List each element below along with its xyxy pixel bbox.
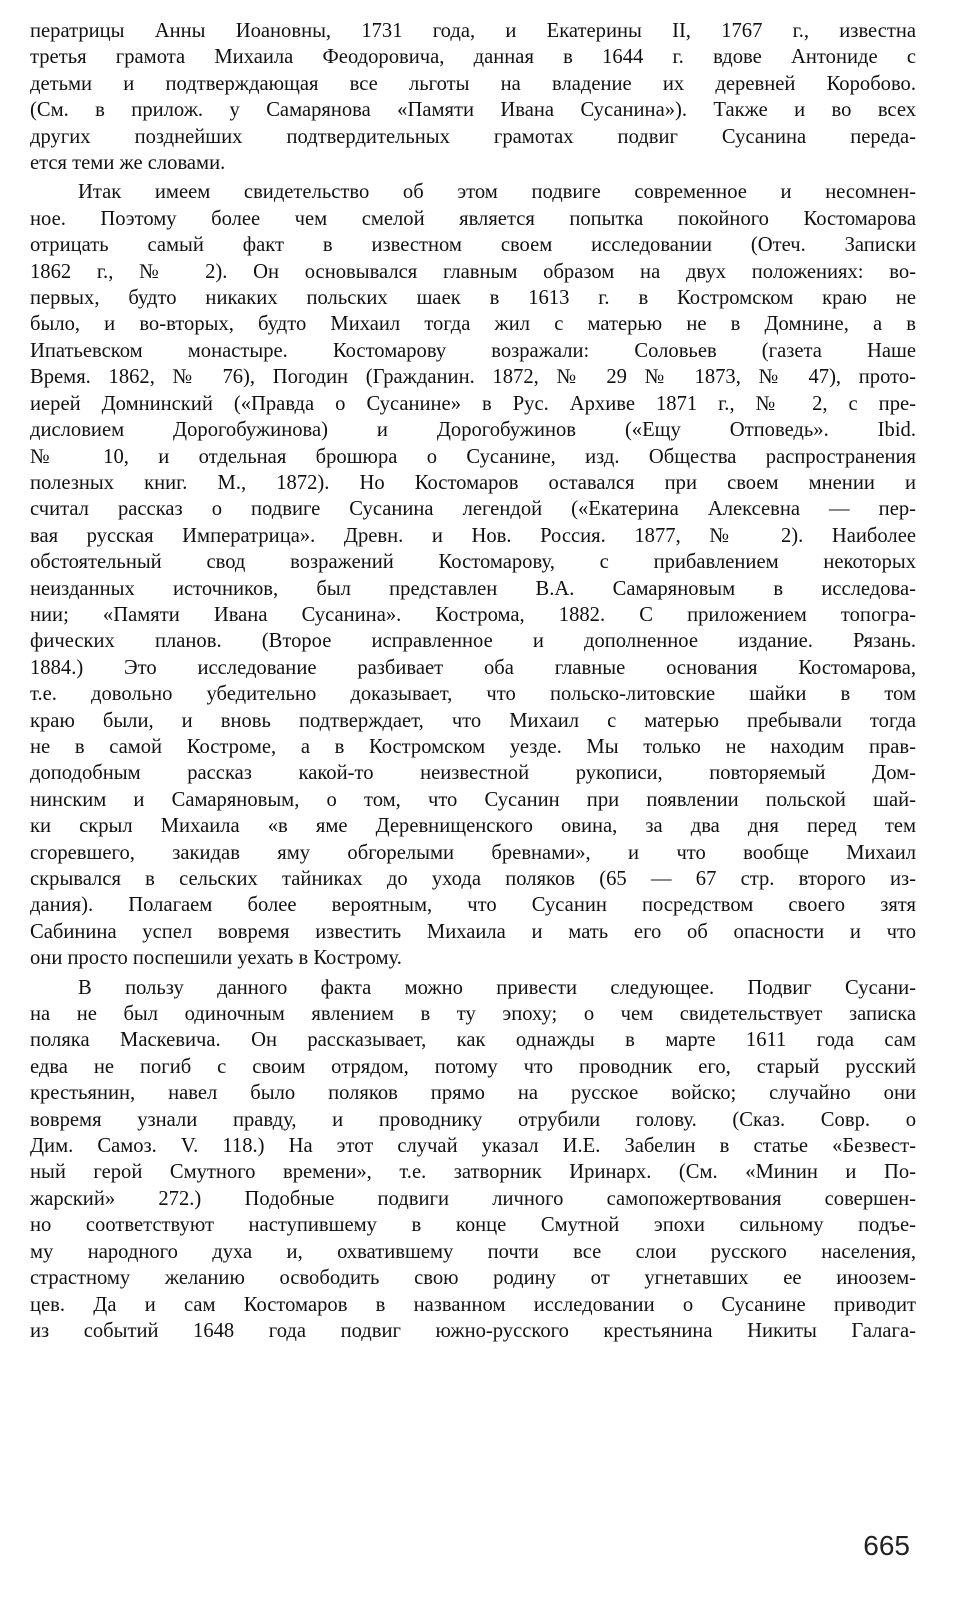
text-line: отрицать самый факт в известном своем исследовании (Отеч. Записки — [30, 234, 916, 257]
text-line: цев. Да и сам Костомаров в названном исследовании о Сусанине приводит — [30, 1293, 916, 1316]
text-line: дисловием Дорогобужинова) и Дорогобужинов («Ещу Отповедь». Ibid. — [30, 419, 916, 442]
text-line: Сабинина успел вовремя известить Михаила и мать его об опасности и что — [30, 920, 916, 943]
text-line: т.е. довольно убедительно доказывает, что польско-литовские шайки в том — [30, 683, 916, 706]
text-line: других позднейших подтвердительных грамотах подвиг Сусанина переда- — [30, 125, 916, 148]
text-line: № 10, и отдельная брошюра о Сусанине, изд. Общества распространения — [30, 445, 916, 468]
text-line: сгоревшего, закидав яму обгорелыми бревнами», и что вообще Михаил — [30, 841, 916, 864]
text-line: считал рассказ о подвиге Сусанина легендой («Екатерина Алексевна — пер- — [30, 498, 916, 521]
paragraph — [30, 975, 916, 1345]
text-line: из событий 1648 года подвиг южно-русского крестьянина Никиты Галага- — [30, 1319, 916, 1342]
text-line: краю были, и вновь подтверждает, что Михаил с матерью пребывали тогда — [30, 709, 916, 732]
text-line: вовремя узнали правду, и проводнику отрубили голову. (Сказ. Совр. о — [30, 1108, 916, 1131]
text-line: дания). Полагаем более вероятным, что Сусанин посредством своего зятя — [30, 894, 916, 917]
text-line: иерей Домнинский («Правда о Сусанине» в Рус. Архиве 1871 г., № 2, с пре- — [30, 392, 916, 415]
text-line: Итак имеем свидетельство об этом подвиге современное и несомнен- — [78, 181, 916, 204]
text-line: не в самой Костроме, а в Костромском уезде. Мы только не находим прав- — [30, 735, 916, 758]
text-line: вая русская Императрица». Древн. и Нов. Россия. 1877, № 2). Наиболее — [30, 524, 916, 547]
text-line: доподобным рассказ какой-то неизвестной рукописи, повторяемый Дом- — [30, 762, 916, 785]
text-line: 1884.) Это исследование разбивает оба главные основания Костомарова, — [30, 656, 916, 679]
text-line: нинским и Самаряновым, о том, что Сусанин при появлении польской шай- — [30, 788, 916, 811]
text-line: (См. в прилож. у Самарянова «Памяти Ивана Сусанина»). Также и во всех — [30, 99, 916, 122]
text-line: но соответствуют наступившему в конце Смутной эпохи сильному подъе- — [30, 1214, 916, 1237]
text-line: ное. Поэтому более чем смелой является попытка покойного Костомарова — [30, 207, 916, 230]
text-line: ется теми же словами. — [30, 152, 226, 175]
page-number: 665 — [863, 1530, 910, 1561]
text-line: ки скрыл Михаила «в яме Деревнищенского овина, за два дня перед тем — [30, 815, 916, 838]
text-line: полезных книг. М., 1872). Но Костомаров оставался при своем мнении и — [30, 471, 916, 494]
text-line: скрывался в сельских тайниках до ухода поляков (65 — 67 стр. второго из- — [30, 868, 916, 890]
text-line: первых, будто никаких польских шаек в 1613 г. в Костромском краю не — [30, 287, 916, 310]
text-line: неизданных источников, был представлен В.А. Самаряновым в исследова- — [30, 577, 916, 600]
text-line: 1862 г., № 2). Он основывался главным образом на двух положениях: во- — [30, 260, 916, 283]
text-line: едва не погиб с своим отрядом, потому что проводник его, старый русский — [30, 1055, 916, 1078]
text-line: они просто поспешили уехать в Кострому. — [30, 947, 402, 970]
text-line: на не был одиночным явлением в ту эпоху; о чем свидетельствует записка — [30, 1003, 916, 1026]
text-line: му народного духа и, охватившему почти все слои русского населения, — [30, 1240, 916, 1263]
text-body — [30, 18, 916, 1344]
text-line: было, и во-вторых, будто Михаил тогда жил с матерью не в Домнине, а в — [30, 313, 916, 336]
text-line: детьми и подтверждающая все льготы на владение их деревней Коробово. — [30, 72, 916, 95]
paragraph — [30, 18, 916, 176]
text-line: нии; «Памяти Ивана Сусанина». Кострома, 1882. С приложением топогра- — [30, 603, 916, 626]
text-line: третья грамота Михаила Феодоровича, данная в 1644 г. вдове Антониде с — [30, 46, 916, 69]
text-line: поляка Маскевича. Он рассказывает, как однажды в марте 1611 года сам — [30, 1029, 916, 1052]
text-line: Дим. Самоз. V. 118.) На этот случай указал И.Е. Забелин в статье «Безвест- — [30, 1135, 916, 1158]
text-line: ный герой Смутного времени», т.е. затворник Иринарх. (См. «Минин и По- — [30, 1161, 916, 1184]
text-line: обстоятельный свод возражений Костомарову, с прибавлением некоторых — [30, 551, 916, 574]
text-line: Время. 1862, № 76), Погодин (Гражданин. 1872, № 29 № 1873, № 47), прото- — [30, 366, 916, 389]
paragraph — [30, 179, 916, 971]
text-line: Ипатьевском монастыре. Костомарову возражали: Соловьев (газета Наше — [30, 339, 916, 362]
text-line: страстному желанию освободить свою родину от угнетавших ее иноозем- — [30, 1267, 916, 1290]
text-line: фических планов. (Второе исправленное и дополненное издание. Рязань. — [30, 630, 916, 653]
text-line: В пользу данного факта можно привести следующее. Подвиг Сусани- — [78, 976, 916, 999]
text-line: ператрицы Анны Иоановны, 1731 года, и Екатерины II, 1767 г., известна — [30, 20, 916, 42]
text-line: жарский» 272.) Подобные подвиги личного самопожертвования совершен- — [30, 1187, 916, 1210]
text-line: крестьянин, навел было поляков прямо на русское войско; случайно они — [30, 1082, 916, 1105]
